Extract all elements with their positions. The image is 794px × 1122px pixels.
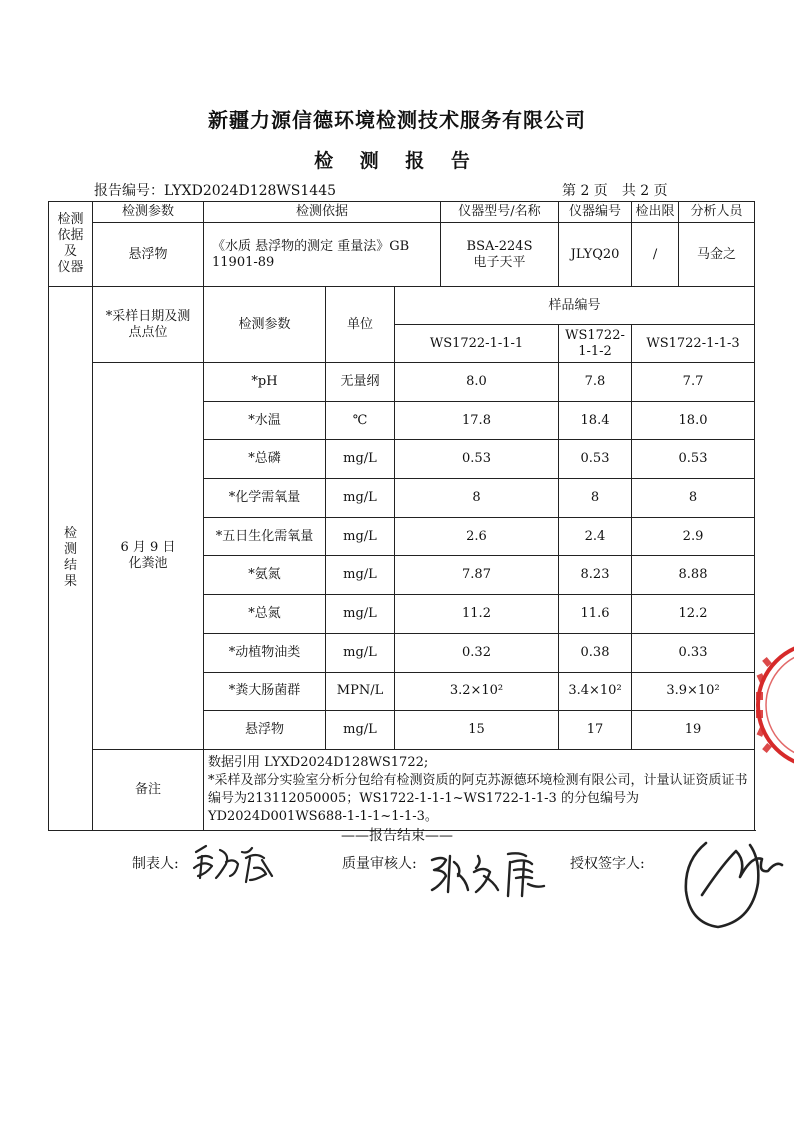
remarks-line-1: 数据引用 LYXD2024D128WS1722;	[208, 754, 429, 770]
basis-method: 《水质 悬浮物的测定 重量法》GB 11901-89	[204, 223, 441, 287]
row-param: *总氮	[204, 595, 326, 634]
basis-instrument	[441, 223, 559, 287]
remarks-label: 备注	[93, 749, 204, 830]
basis-col-analyst: 分析人员	[679, 202, 755, 223]
row-value-3: 19	[632, 711, 755, 750]
company-seal	[738, 640, 794, 770]
basis-side-label-4: 仪器	[57, 260, 84, 275]
row-value-1: 0.53	[395, 440, 559, 479]
report-end: ——报告结束——	[341, 828, 453, 844]
row-unit: 无量纲	[326, 363, 395, 402]
remarks-row	[49, 749, 755, 830]
basis-analyst: 马金之	[679, 223, 755, 287]
instrument-name: 电子天平	[473, 254, 526, 270]
row-value-3: 18.0	[632, 401, 755, 440]
basis-header-row	[49, 202, 755, 223]
row-value-3: 3.9×10²	[632, 672, 755, 711]
table-row	[49, 363, 755, 402]
results-col-param: 检测参数	[204, 287, 326, 363]
sampling-cell	[93, 363, 204, 750]
row-unit: mg/L	[326, 440, 395, 479]
row-value-2: 11.6	[559, 595, 632, 634]
row-value-3: 0.53	[632, 440, 755, 479]
basis-side-label	[49, 202, 93, 287]
prepared-by-label: 制表人:	[132, 856, 179, 872]
row-param: *五日生化需氧量	[204, 517, 326, 556]
row-value-3: 0.33	[632, 633, 755, 672]
row-value-2: 2.4	[559, 517, 632, 556]
signature-prepared	[190, 838, 280, 888]
row-param: *总磷	[204, 440, 326, 479]
row-value-1: 2.6	[395, 517, 559, 556]
row-param: *化学需氧量	[204, 479, 326, 518]
results-col-unit: 单位	[326, 287, 395, 363]
row-param: *水温	[204, 401, 326, 440]
page-total: 共 2 页	[621, 183, 668, 199]
basis-col-instrument: 仪器型号/名称	[441, 202, 559, 223]
row-value-3: 2.9	[632, 517, 755, 556]
approved-by-label: 授权签字人:	[570, 856, 645, 872]
row-unit: mg/L	[326, 633, 395, 672]
basis-instrument-no: JLYQ20	[559, 223, 632, 287]
basis-col-instrument-no: 仪器编号	[559, 202, 632, 223]
row-unit: mg/L	[326, 556, 395, 595]
basis-side-label-2: 依据	[57, 228, 84, 243]
row-param: *粪大肠菌群	[204, 672, 326, 711]
row-value-2: 0.53	[559, 440, 632, 479]
row-unit: MPN/L	[326, 672, 395, 711]
company-name: 新疆力源信德环境检测技术服务有限公司	[208, 108, 586, 132]
basis-data-row	[49, 223, 755, 287]
row-value-1: 7.87	[395, 556, 559, 595]
signature-approved	[676, 835, 788, 931]
row-param: *氨氮	[204, 556, 326, 595]
basis-col-param: 检测参数	[93, 202, 204, 223]
row-value-3: 7.7	[632, 363, 755, 402]
sample-id-3: WS1722-1-1-3	[632, 325, 755, 363]
row-value-2: 17	[559, 711, 632, 750]
sampling-point: 化粪池	[128, 555, 168, 571]
results-side-label	[49, 287, 93, 831]
sample-id-1: WS1722-1-1-1	[395, 325, 559, 363]
row-value-1: 3.2×10²	[395, 672, 559, 711]
row-unit: mg/L	[326, 517, 395, 556]
report-title: 检 测 报 告	[314, 150, 480, 172]
basis-col-limit: 检出限	[632, 202, 679, 223]
basis-col-method: 检测依据	[204, 202, 441, 223]
row-value-1: 8	[395, 479, 559, 518]
row-value-2: 7.8	[559, 363, 632, 402]
remarks-line-2: *采样及部分实验室分析分包给有检测资质的阿克苏源德环境检测有限公司，计量认证资质证书编号为213112050005；WS1722-1-1-1~WS1722-1-1-3 的分包编号为 YD2024D001WS688-1-1-1~1-1-3。	[208, 772, 748, 824]
results-side-label-2: 测	[63, 542, 77, 558]
row-value-1: 11.2	[395, 595, 559, 634]
report-table	[48, 201, 755, 831]
results-side-label-3: 结	[63, 558, 77, 574]
results-col-sampling: *采样日期及测点点位	[93, 287, 204, 363]
remarks-content	[204, 749, 755, 830]
row-param: *动植物油类	[204, 633, 326, 672]
page-current: 第 2 页	[562, 183, 608, 199]
basis-limit: /	[632, 223, 679, 287]
row-value-3: 12.2	[632, 595, 755, 634]
row-value-3: 8.88	[632, 556, 755, 595]
report-number: 报告编号：LYXD2024D128WS1445	[94, 183, 337, 199]
row-value-2: 8	[559, 479, 632, 518]
row-value-1: 0.32	[395, 633, 559, 672]
row-value-2: 8.23	[559, 556, 632, 595]
row-unit: mg/L	[326, 711, 395, 750]
row-value-1: 15	[395, 711, 559, 750]
row-value-2: 3.4×10²	[559, 672, 632, 711]
signature-reviewed	[428, 846, 552, 902]
results-side-label-1: 检	[63, 526, 77, 542]
instrument-model: BSA-224S	[466, 238, 533, 254]
row-unit: ℃	[326, 401, 395, 440]
row-value-2: 0.38	[559, 633, 632, 672]
results-side-label-4: 果	[63, 574, 77, 590]
sampling-date: 6 月 9 日	[120, 539, 176, 555]
row-value-3: 8	[632, 479, 755, 518]
page-indicator	[562, 180, 668, 200]
row-value-1: 8.0	[395, 363, 559, 402]
row-param: 悬浮物	[204, 711, 326, 750]
results-col-samples: 样品编号	[395, 287, 755, 325]
results-header-row-1	[49, 287, 755, 325]
row-value-1: 17.8	[395, 401, 559, 440]
basis-side-label-3: 及	[63, 244, 77, 259]
row-param: *pH	[204, 363, 326, 402]
reviewed-by-label: 质量审核人:	[342, 856, 417, 872]
basis-side-label-1: 检测	[57, 212, 84, 227]
row-unit: mg/L	[326, 479, 395, 518]
row-value-2: 18.4	[559, 401, 632, 440]
sample-id-2: WS1722-1-1-2	[559, 325, 632, 363]
row-unit: mg/L	[326, 595, 395, 634]
basis-param: 悬浮物	[93, 223, 204, 287]
